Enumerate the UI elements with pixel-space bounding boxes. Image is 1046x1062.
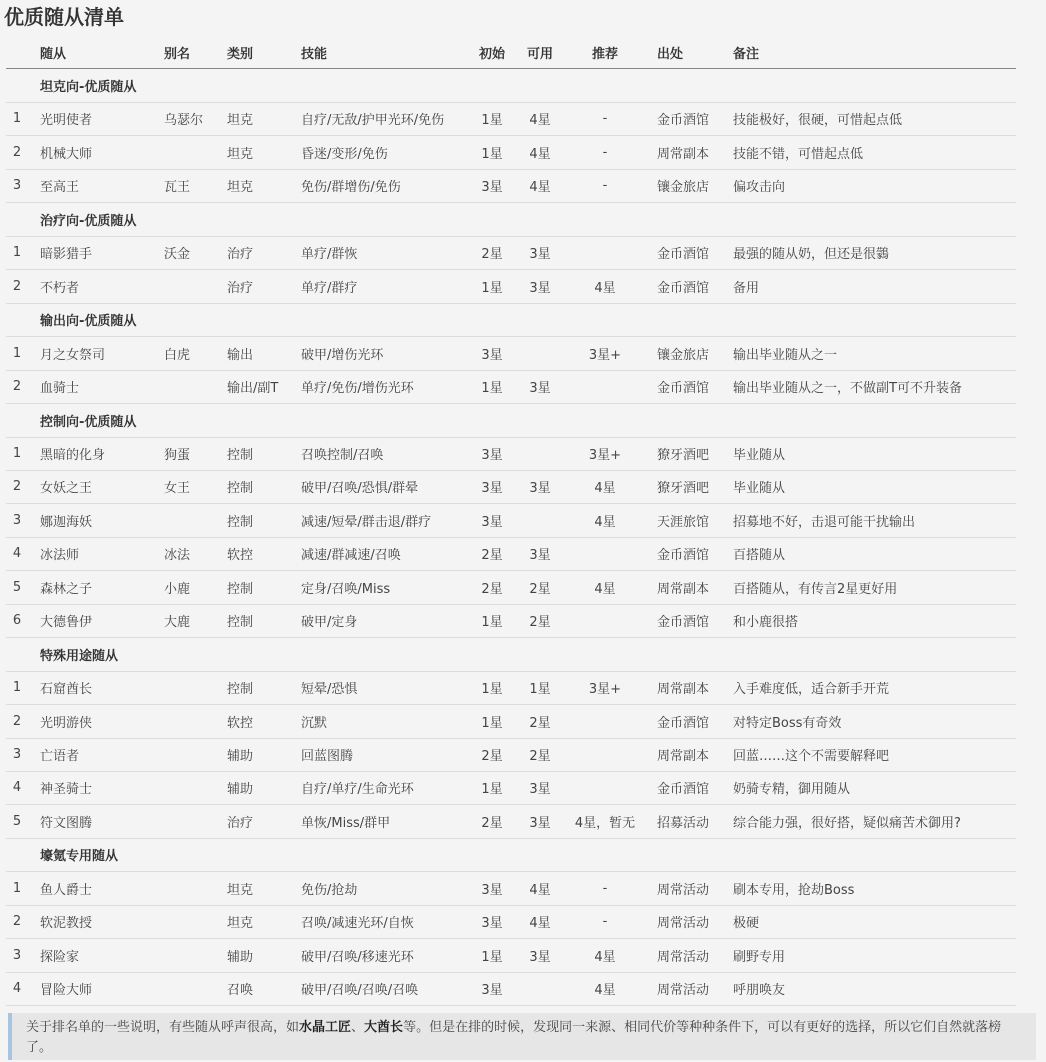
cell-initial: 2星 bbox=[481, 548, 503, 564]
cell-index: 1 bbox=[12, 245, 22, 261]
cell-initial: 2星 bbox=[481, 581, 503, 597]
cell-source: 金币酒馆 bbox=[657, 715, 710, 731]
cell-initial: 1星 bbox=[481, 113, 503, 129]
cell-skills: 单疗/免伤/增伤光环 bbox=[301, 381, 414, 397]
cell-category: 治疗 bbox=[227, 280, 254, 296]
table-row bbox=[6, 905, 1016, 939]
cell-source: 周常活动 bbox=[657, 983, 710, 999]
cell-usable: 3星 bbox=[529, 815, 551, 831]
note-text: 关于排名单的一些说明，有些随从呼声很高，如 bbox=[26, 1020, 300, 1035]
cell-index: 3 bbox=[12, 747, 22, 762]
cell-remark: 百搭随从，有传言2星更好用 bbox=[733, 581, 898, 597]
cell-remark: 偏攻击向 bbox=[733, 180, 786, 196]
cell-alias: 小鹿 bbox=[164, 581, 191, 597]
cell-index: 2 bbox=[12, 144, 22, 160]
cell-skills: 破甲/增伤光环 bbox=[301, 347, 384, 363]
cell-alias: 狗蛋 bbox=[164, 447, 191, 463]
cell-category: 坦克 bbox=[227, 146, 254, 162]
cell-recommended bbox=[572, 705, 638, 738]
cell-remark: 极硬 bbox=[733, 916, 760, 932]
cell-initial: 1星 bbox=[481, 615, 503, 631]
cell-initial: 3星 bbox=[481, 180, 503, 196]
cell-recommended: 4星 bbox=[594, 581, 616, 597]
cell-recommended: - bbox=[602, 178, 608, 194]
cell-index: 2 bbox=[12, 713, 22, 729]
cell-initial: 3星 bbox=[481, 514, 503, 530]
cell-index: 1 bbox=[12, 680, 22, 696]
cell-usable: 3星 bbox=[529, 280, 551, 296]
cell-skills: 昏迷/变形/免伤 bbox=[301, 146, 388, 162]
cell-follower: 石窟酋长 bbox=[40, 682, 93, 698]
cell-follower: 探险家 bbox=[40, 949, 80, 965]
cell-alias: 冰法 bbox=[164, 548, 191, 564]
table-row bbox=[6, 604, 1016, 638]
cell-category: 辅助 bbox=[227, 749, 254, 764]
cell-source: 金币酒馆 bbox=[657, 548, 710, 564]
section-title: 治疗向-优质随从 bbox=[40, 213, 137, 229]
cell-recommended bbox=[572, 771, 638, 804]
cell-source: 金币酒馆 bbox=[657, 280, 710, 296]
cell-skills: 破甲/召唤/召唤/召唤 bbox=[301, 983, 419, 999]
cell-source: 周常活动 bbox=[657, 882, 710, 898]
cell-index: 6 bbox=[12, 613, 22, 629]
cell-recommended: 4星 bbox=[594, 481, 616, 497]
cell-category: 输出 bbox=[227, 347, 254, 363]
cell-usable: 3星 bbox=[529, 381, 551, 397]
cell-remark: 毕业随从 bbox=[733, 481, 786, 497]
cell-skills: 免伤/群增伤/免伤 bbox=[301, 180, 401, 196]
cell-remark: 对特定Boss有奇效 bbox=[733, 715, 842, 731]
cell-skills: 减速/群减速/召唤 bbox=[301, 548, 401, 564]
cell-initial: 3星 bbox=[481, 347, 503, 363]
section-header bbox=[6, 69, 1016, 103]
cell-recommended: - bbox=[602, 111, 608, 127]
cell-source: 镶金旅店 bbox=[657, 180, 710, 196]
cell-category: 输出/副T bbox=[227, 381, 279, 397]
cell-follower: 软泥教授 bbox=[40, 916, 93, 932]
cell-category: 坦克 bbox=[227, 180, 254, 196]
cell-follower: 鱼人爵士 bbox=[40, 882, 93, 898]
cell-skills: 定身/召唤/Miss bbox=[301, 581, 391, 597]
table-row bbox=[6, 571, 1016, 605]
cell-index: 1 bbox=[12, 345, 22, 361]
cell-category: 软控 bbox=[227, 715, 254, 731]
cell-usable: 4星 bbox=[529, 113, 551, 129]
cell-source: 金币酒馆 bbox=[657, 113, 710, 129]
cell-skills: 破甲/召唤/移速光环 bbox=[301, 949, 414, 965]
cell-alias: 女王 bbox=[164, 481, 191, 497]
section-title: 壕氪专用随从 bbox=[40, 849, 119, 865]
cell-source: 天涯旅馆 bbox=[657, 514, 710, 530]
cell-usable bbox=[520, 504, 560, 537]
table-row bbox=[6, 972, 1016, 1006]
table-row bbox=[6, 270, 1016, 304]
cell-index: 2 bbox=[12, 278, 22, 294]
header-usable: 可用 bbox=[526, 46, 553, 62]
table-row bbox=[6, 537, 1016, 571]
cell-source: 周常副本 bbox=[657, 749, 710, 764]
cell-category: 坦克 bbox=[227, 113, 254, 129]
cell-usable: 3星 bbox=[529, 949, 551, 965]
table-row bbox=[6, 370, 1016, 404]
cell-source: 周常活动 bbox=[657, 949, 710, 965]
cell-usable: 4星 bbox=[529, 882, 551, 898]
cell-recommended: 3星+ bbox=[588, 347, 622, 363]
cell-alias: 大鹿 bbox=[164, 615, 191, 631]
cell-follower: 大德鲁伊 bbox=[40, 615, 93, 631]
cell-remark: 百搭随从 bbox=[733, 548, 786, 564]
section-header bbox=[6, 303, 1016, 337]
cell-index: 2 bbox=[12, 379, 22, 395]
cell-usable: 2星 bbox=[529, 581, 551, 597]
cell-skills: 免伤/抢劫 bbox=[301, 882, 358, 898]
section-title: 特殊用途随从 bbox=[40, 648, 119, 664]
cell-remark: 入手难度低，适合新手开荒 bbox=[733, 682, 890, 698]
cell-remark: 回蓝……这个不需要解释吧 bbox=[733, 749, 890, 764]
cell-remark: 招募地不好，击退可能干扰输出 bbox=[733, 514, 916, 530]
cell-remark: 毕业随从 bbox=[733, 447, 786, 463]
cell-source: 周常副本 bbox=[657, 146, 710, 162]
cell-category: 治疗 bbox=[227, 247, 254, 263]
cell-source: 獠牙酒吧 bbox=[657, 481, 710, 497]
cell-usable: 3星 bbox=[529, 548, 551, 564]
cell-source: 周常活动 bbox=[657, 916, 710, 932]
cell-recommended: 3星+ bbox=[588, 447, 622, 463]
cell-recommended bbox=[572, 604, 638, 637]
cell-initial: 1星 bbox=[481, 381, 503, 397]
cell-follower: 暗影猎手 bbox=[40, 247, 93, 263]
cell-initial: 3星 bbox=[481, 916, 503, 932]
cell-follower: 血骑士 bbox=[40, 381, 80, 397]
cell-remark: 呼朋唤友 bbox=[733, 983, 786, 999]
table-header bbox=[6, 36, 1016, 69]
cell-index: 3 bbox=[12, 178, 22, 194]
table-row bbox=[6, 470, 1016, 504]
cell-index: 2 bbox=[12, 479, 22, 495]
cell-recommended bbox=[572, 236, 638, 269]
cell-usable: 3星 bbox=[529, 247, 551, 263]
section-header bbox=[6, 838, 1016, 872]
cell-initial: 3星 bbox=[481, 882, 503, 898]
cell-initial: 3星 bbox=[481, 983, 503, 999]
cell-skills: 单恢/Miss/群甲 bbox=[301, 815, 391, 831]
section-title: 控制向-优质随从 bbox=[40, 414, 137, 430]
cell-remark: 输出毕业随从之一 bbox=[733, 347, 838, 363]
cell-follower: 冰法师 bbox=[40, 548, 80, 564]
header-remark: 备注 bbox=[733, 46, 760, 62]
note-sep: 、 bbox=[351, 1020, 365, 1035]
cell-skills: 回蓝图腾 bbox=[301, 749, 354, 764]
cell-category: 软控 bbox=[227, 548, 254, 564]
cell-category: 召唤 bbox=[227, 983, 254, 999]
cell-category: 辅助 bbox=[227, 782, 254, 798]
cell-remark: 备用 bbox=[733, 280, 760, 296]
header-follower: 随从 bbox=[40, 46, 67, 62]
cell-index: 2 bbox=[12, 914, 22, 930]
cell-source: 周常副本 bbox=[657, 581, 710, 597]
cell-usable: 2星 bbox=[529, 749, 551, 764]
cell-skills: 减速/短晕/群击退/群疗 bbox=[301, 514, 432, 530]
cell-index: 5 bbox=[12, 813, 22, 829]
cell-remark: 最强的随从奶，但还是很鸏 bbox=[733, 247, 890, 263]
table-row bbox=[6, 169, 1016, 203]
cell-index: 3 bbox=[12, 947, 22, 963]
cell-follower: 光明游侠 bbox=[40, 715, 93, 731]
page-title: 优质随从清单 bbox=[4, 5, 124, 29]
cell-follower: 机械大师 bbox=[40, 146, 93, 162]
cell-recommended bbox=[572, 370, 638, 403]
cell-initial: 2星 bbox=[481, 815, 503, 831]
cell-category: 坦克 bbox=[227, 882, 254, 898]
section-header bbox=[6, 638, 1016, 672]
cell-source: 金币酒馆 bbox=[657, 782, 710, 798]
cell-source: 周常副本 bbox=[657, 682, 710, 698]
cell-remark: 和小鹿很搭 bbox=[733, 615, 799, 631]
cell-follower: 娜迦海妖 bbox=[40, 514, 93, 530]
cell-usable: 4星 bbox=[529, 180, 551, 196]
cell-usable bbox=[520, 337, 560, 370]
cell-index: 4 bbox=[12, 546, 22, 562]
table-row bbox=[6, 805, 1016, 839]
cell-follower: 神圣骑士 bbox=[40, 782, 93, 798]
cell-remark: 技能不错，可惜起点低 bbox=[733, 146, 864, 162]
cell-recommended: - bbox=[602, 144, 608, 160]
cell-follower: 女妖之王 bbox=[40, 481, 93, 497]
cell-recommended bbox=[572, 738, 638, 771]
cell-skills: 召唤控制/召唤 bbox=[301, 447, 384, 463]
table-row bbox=[6, 136, 1016, 170]
cell-usable: 4星 bbox=[529, 146, 551, 162]
cell-category: 控制 bbox=[227, 447, 254, 463]
cell-recommended bbox=[572, 537, 638, 570]
cell-initial: 3星 bbox=[481, 481, 503, 497]
cell-recommended: 4星 bbox=[594, 514, 616, 530]
cell-skills: 单疗/群恢 bbox=[301, 247, 358, 263]
table-row bbox=[6, 771, 1016, 805]
cell-initial: 1星 bbox=[481, 949, 503, 965]
cell-remark: 综合能力强，很好搭，疑似痛苦术御用? bbox=[733, 815, 961, 831]
section-header bbox=[6, 203, 1016, 237]
cell-follower: 森林之子 bbox=[40, 581, 93, 597]
cell-source: 金币酒馆 bbox=[657, 615, 710, 631]
cell-initial: 2星 bbox=[481, 247, 503, 263]
cell-index: 3 bbox=[12, 512, 22, 528]
section-title: 坦克向-优质随从 bbox=[40, 80, 137, 95]
note-box bbox=[8, 1013, 1036, 1060]
cell-recommended: 3星+ bbox=[588, 682, 622, 698]
cell-alias: 瓦王 bbox=[164, 180, 191, 196]
cell-skills: 自疗/单疗/生命光环 bbox=[301, 782, 414, 798]
cell-skills: 单疗/群疗 bbox=[301, 280, 358, 296]
cell-usable: 3星 bbox=[529, 782, 551, 798]
note-text-rest: 等。但是在排的时候，发现同一来源、相同代价等种种条件下，可以有更好的选择，所以它们自然就落榜了。 bbox=[26, 1020, 1002, 1055]
cell-recommended: - bbox=[602, 880, 608, 896]
header-initial: 初始 bbox=[478, 46, 505, 62]
cell-source: 招募活动 bbox=[657, 815, 710, 831]
cell-initial: 1星 bbox=[481, 715, 503, 731]
cell-recommended: 4星 bbox=[594, 949, 616, 965]
cell-initial: 1星 bbox=[481, 782, 503, 798]
cell-initial: 3星 bbox=[481, 447, 503, 463]
cell-skills: 短晕/恐惧 bbox=[301, 682, 358, 698]
cell-source: 獠牙酒吧 bbox=[657, 447, 710, 463]
cell-remark: 刷本专用，抢劫Boss bbox=[733, 882, 855, 898]
cell-skills: 破甲/召唤/恐惧/群晕 bbox=[301, 481, 419, 497]
section-title: 输出向-优质随从 bbox=[40, 314, 137, 330]
table-row bbox=[6, 437, 1016, 471]
cell-category: 控制 bbox=[227, 581, 254, 597]
cell-skills: 破甲/定身 bbox=[301, 615, 358, 631]
cell-initial: 1星 bbox=[481, 280, 503, 296]
note-bold-chief: 大酋长 bbox=[364, 1020, 404, 1035]
header-recommended: 推荐 bbox=[591, 46, 618, 62]
cell-recommended: 4星 bbox=[594, 983, 616, 999]
cell-initial: 1星 bbox=[481, 146, 503, 162]
table-row bbox=[6, 705, 1016, 739]
cell-recommended: 4星 bbox=[594, 280, 616, 296]
cell-follower: 至高王 bbox=[40, 180, 80, 196]
cell-skills: 自疗/无敌/护甲光环/免伤 bbox=[301, 113, 445, 129]
section-header bbox=[6, 404, 1016, 438]
cell-index: 1 bbox=[12, 111, 22, 127]
table-row bbox=[6, 738, 1016, 772]
cell-usable bbox=[520, 972, 560, 1005]
cell-remark: 输出毕业随从之一，不做副T可不升装备 bbox=[733, 381, 962, 397]
cell-follower: 月之女祭司 bbox=[40, 347, 106, 363]
header-alias: 别名 bbox=[164, 46, 191, 62]
cell-alias: 白虎 bbox=[164, 347, 191, 363]
cell-usable: 2星 bbox=[529, 615, 551, 631]
cell-category: 辅助 bbox=[227, 949, 254, 965]
cell-alias: 乌瑟尔 bbox=[164, 113, 204, 129]
cell-follower: 不朽者 bbox=[40, 280, 80, 296]
table-row bbox=[6, 236, 1016, 270]
cell-usable: 4星 bbox=[529, 916, 551, 932]
cell-follower: 光明使者 bbox=[40, 113, 93, 129]
note-bold-crystal: 水晶工匠 bbox=[299, 1020, 352, 1035]
table-row bbox=[6, 939, 1016, 973]
cell-usable: 2星 bbox=[529, 715, 551, 731]
cell-skills: 沉默 bbox=[301, 715, 328, 731]
cell-category: 坦克 bbox=[227, 916, 254, 932]
cell-category: 控制 bbox=[227, 615, 254, 631]
cell-source: 金币酒馆 bbox=[657, 247, 710, 263]
cell-remark: 技能极好，很硬，可惜起点低 bbox=[733, 113, 903, 129]
cell-initial: 1星 bbox=[481, 682, 503, 698]
cell-category: 控制 bbox=[227, 682, 254, 698]
cell-skills: 召唤/减速光环/自恢 bbox=[301, 916, 414, 932]
cell-follower: 冒险大师 bbox=[40, 983, 93, 999]
table-row bbox=[6, 337, 1016, 371]
cell-source: 镶金旅店 bbox=[657, 347, 710, 363]
cell-follower: 黑暗的化身 bbox=[40, 447, 106, 463]
cell-index: 5 bbox=[12, 579, 22, 595]
cell-source: 金币酒馆 bbox=[657, 381, 710, 397]
header-source: 出处 bbox=[657, 46, 684, 62]
cell-index: 4 bbox=[12, 981, 22, 997]
cell-category: 治疗 bbox=[227, 815, 254, 831]
table-row bbox=[6, 671, 1016, 705]
cell-follower: 亡语者 bbox=[40, 749, 80, 764]
cell-remark: 刷野专用 bbox=[733, 949, 786, 965]
cell-category: 控制 bbox=[227, 514, 254, 530]
table-row bbox=[6, 504, 1016, 538]
cell-recommended: 4星，暂无 bbox=[574, 815, 636, 831]
cell-usable: 1星 bbox=[529, 682, 551, 698]
table-row bbox=[6, 872, 1016, 906]
table-row bbox=[6, 102, 1016, 136]
cell-index: 1 bbox=[12, 880, 22, 896]
cell-remark: 奶骑专精，御用随从 bbox=[733, 782, 851, 798]
cell-usable: 3星 bbox=[529, 481, 551, 497]
cell-initial: 2星 bbox=[481, 749, 503, 764]
cell-index: 1 bbox=[12, 445, 22, 461]
cell-recommended: - bbox=[602, 914, 608, 930]
header-skills: 技能 bbox=[301, 46, 328, 62]
cell-index: 4 bbox=[12, 780, 22, 796]
header-category: 类别 bbox=[227, 46, 254, 62]
cell-alias: 沃金 bbox=[164, 247, 191, 263]
cell-usable bbox=[520, 437, 560, 470]
header-index bbox=[6, 36, 28, 68]
cell-category: 控制 bbox=[227, 481, 254, 497]
cell-follower: 符文图腾 bbox=[40, 815, 93, 831]
